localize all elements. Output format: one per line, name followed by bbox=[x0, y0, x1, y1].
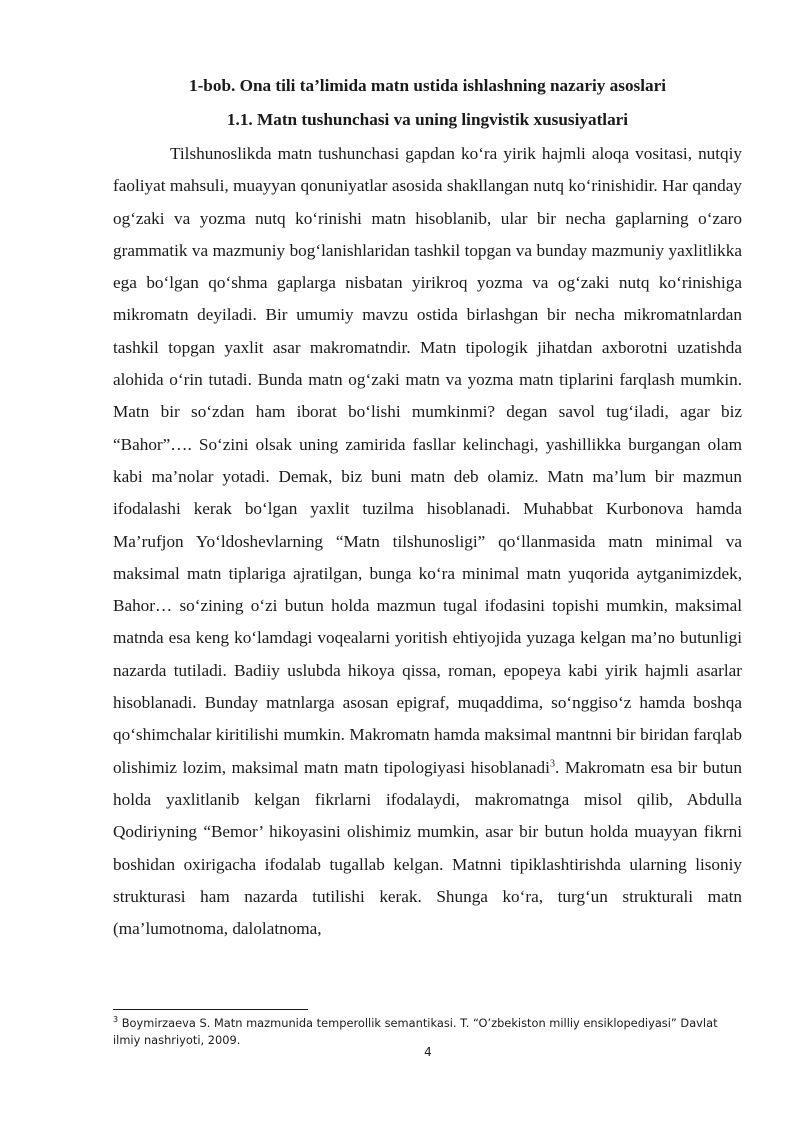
footnote-mark: 3 bbox=[113, 1015, 119, 1025]
body-paragraph bbox=[113, 138, 742, 945]
paragraph-text-part-1: Tilshunoslikda matn tushunchasi gapdan ko‘ra yirik hajmli aloqa vositasi, nutqiy faoliyat mahsuli, muayyan qonuniyatlar asosida shakllangan nutq ko‘rinishidir. Har qanday og‘zaki va yozma nutq ko‘rinishi matn hisoblanib, ular bir necha gaplarning o‘zaro grammatik va mazmuniy bog‘lanishlaridan tashkil topgan va bunday mazmuniy yaxlitlikka ega bo‘lgan qo‘shma gaplarga nisbatan yirikroq yozma va og‘zaki nutq ko‘rinishiga mikromatn deyiladi. Bir umumiy mavzu ostida birlashgan bir necha mikromatnlardan tashkil topgan yaxlit asar makromatndir. Matn tipologik jihatdan axborotni uzatishda alohida o‘rin tutadi. Bunda matn og‘zaki matn va yozma matn tiplarini farqlash mumkin. Matn bir so‘zdan ham iborat bo‘lishi mumkinmi? degan savol tug‘iladi, agar biz “Bahor”…. So‘zini olsak uning zamirida fasllar kelinchagi, yashillikka burgangan olam kabi ma’nolar yotadi. Demak, biz buni matn deb olamiz. Matn ma’lum bir mazmun ifodalashi kerak bo‘lgan yaxlit tuzilma hisoblanadi. Muhabbat Kurbonova hamda Ma’rufjon Yo‘ldoshevlarning “Matn tilshunosligi” qo‘llanmasida matn minimal va maksimal matn tiplariga ajratilgan, bunga ko‘ra minimal matn yuqorida aytganimizdek, Bahor… so‘zining o‘zi butun holda mazmun tugal ifodasini topishi mumkin, maksimal matnda esa keng ko‘lamdagi voqealarni yoritish ehtiyojida yuzaga kelgan ma’no butunligi nazarda tutiladi. Badiiy uslubda hikoya qissa, roman, epopeya kabi yirik hajmli asarlar hisoblanadi. Bunday matnlarga asosan epigraf, muqaddima, so‘nggiso‘z hamda boshqa qo‘shimchalar kiritilishi mumkin. Makromatn hamda maksimal mantnni bir biridan farqlab olishimiz lozim, maksimal matn matn tipologiyasi hisoblanadi bbox=[113, 144, 742, 777]
paragraph-text-part-2: . Makromatn esa bir butun holda yaxlitlanib kelgan fikrlarni ifodalaydi, makromatnga misol qilib, Abdulla Qodiriyning “Bemor’ hikoyasini olishimiz mumkin, asar bir butun holda muayyan fikrni boshidan oxirigacha ifodalab tugallab kelgan. Matnni tipiklashtirishda ularning lisoniy strukturasi ham nazarda tutilishi kerak. Shunga ko‘ra, turg‘un strukturali matn (ma’lumotnoma, dalolatnoma, bbox=[113, 757, 742, 939]
page-number: 4 bbox=[424, 1045, 432, 1059]
chapter-heading: 1-bob. Ona tili ta’limida matn ustida ishlashning nazariy asoslari bbox=[188, 76, 667, 95]
footnote-separator bbox=[113, 1009, 308, 1010]
footnote-text: Boymirzaeva S. Matn mazmunida temperollik semantikasi. T. “O’zbekiston milliy ensiklopediyasi” Davlat ilmiy nashriyoti, 2009. bbox=[113, 1016, 718, 1047]
section-heading: 1.1. Matn tushunchasi va uning lingvistik xususiyatlari bbox=[226, 110, 629, 129]
footnote-reference-mark[interactable]: 3 bbox=[549, 757, 555, 769]
